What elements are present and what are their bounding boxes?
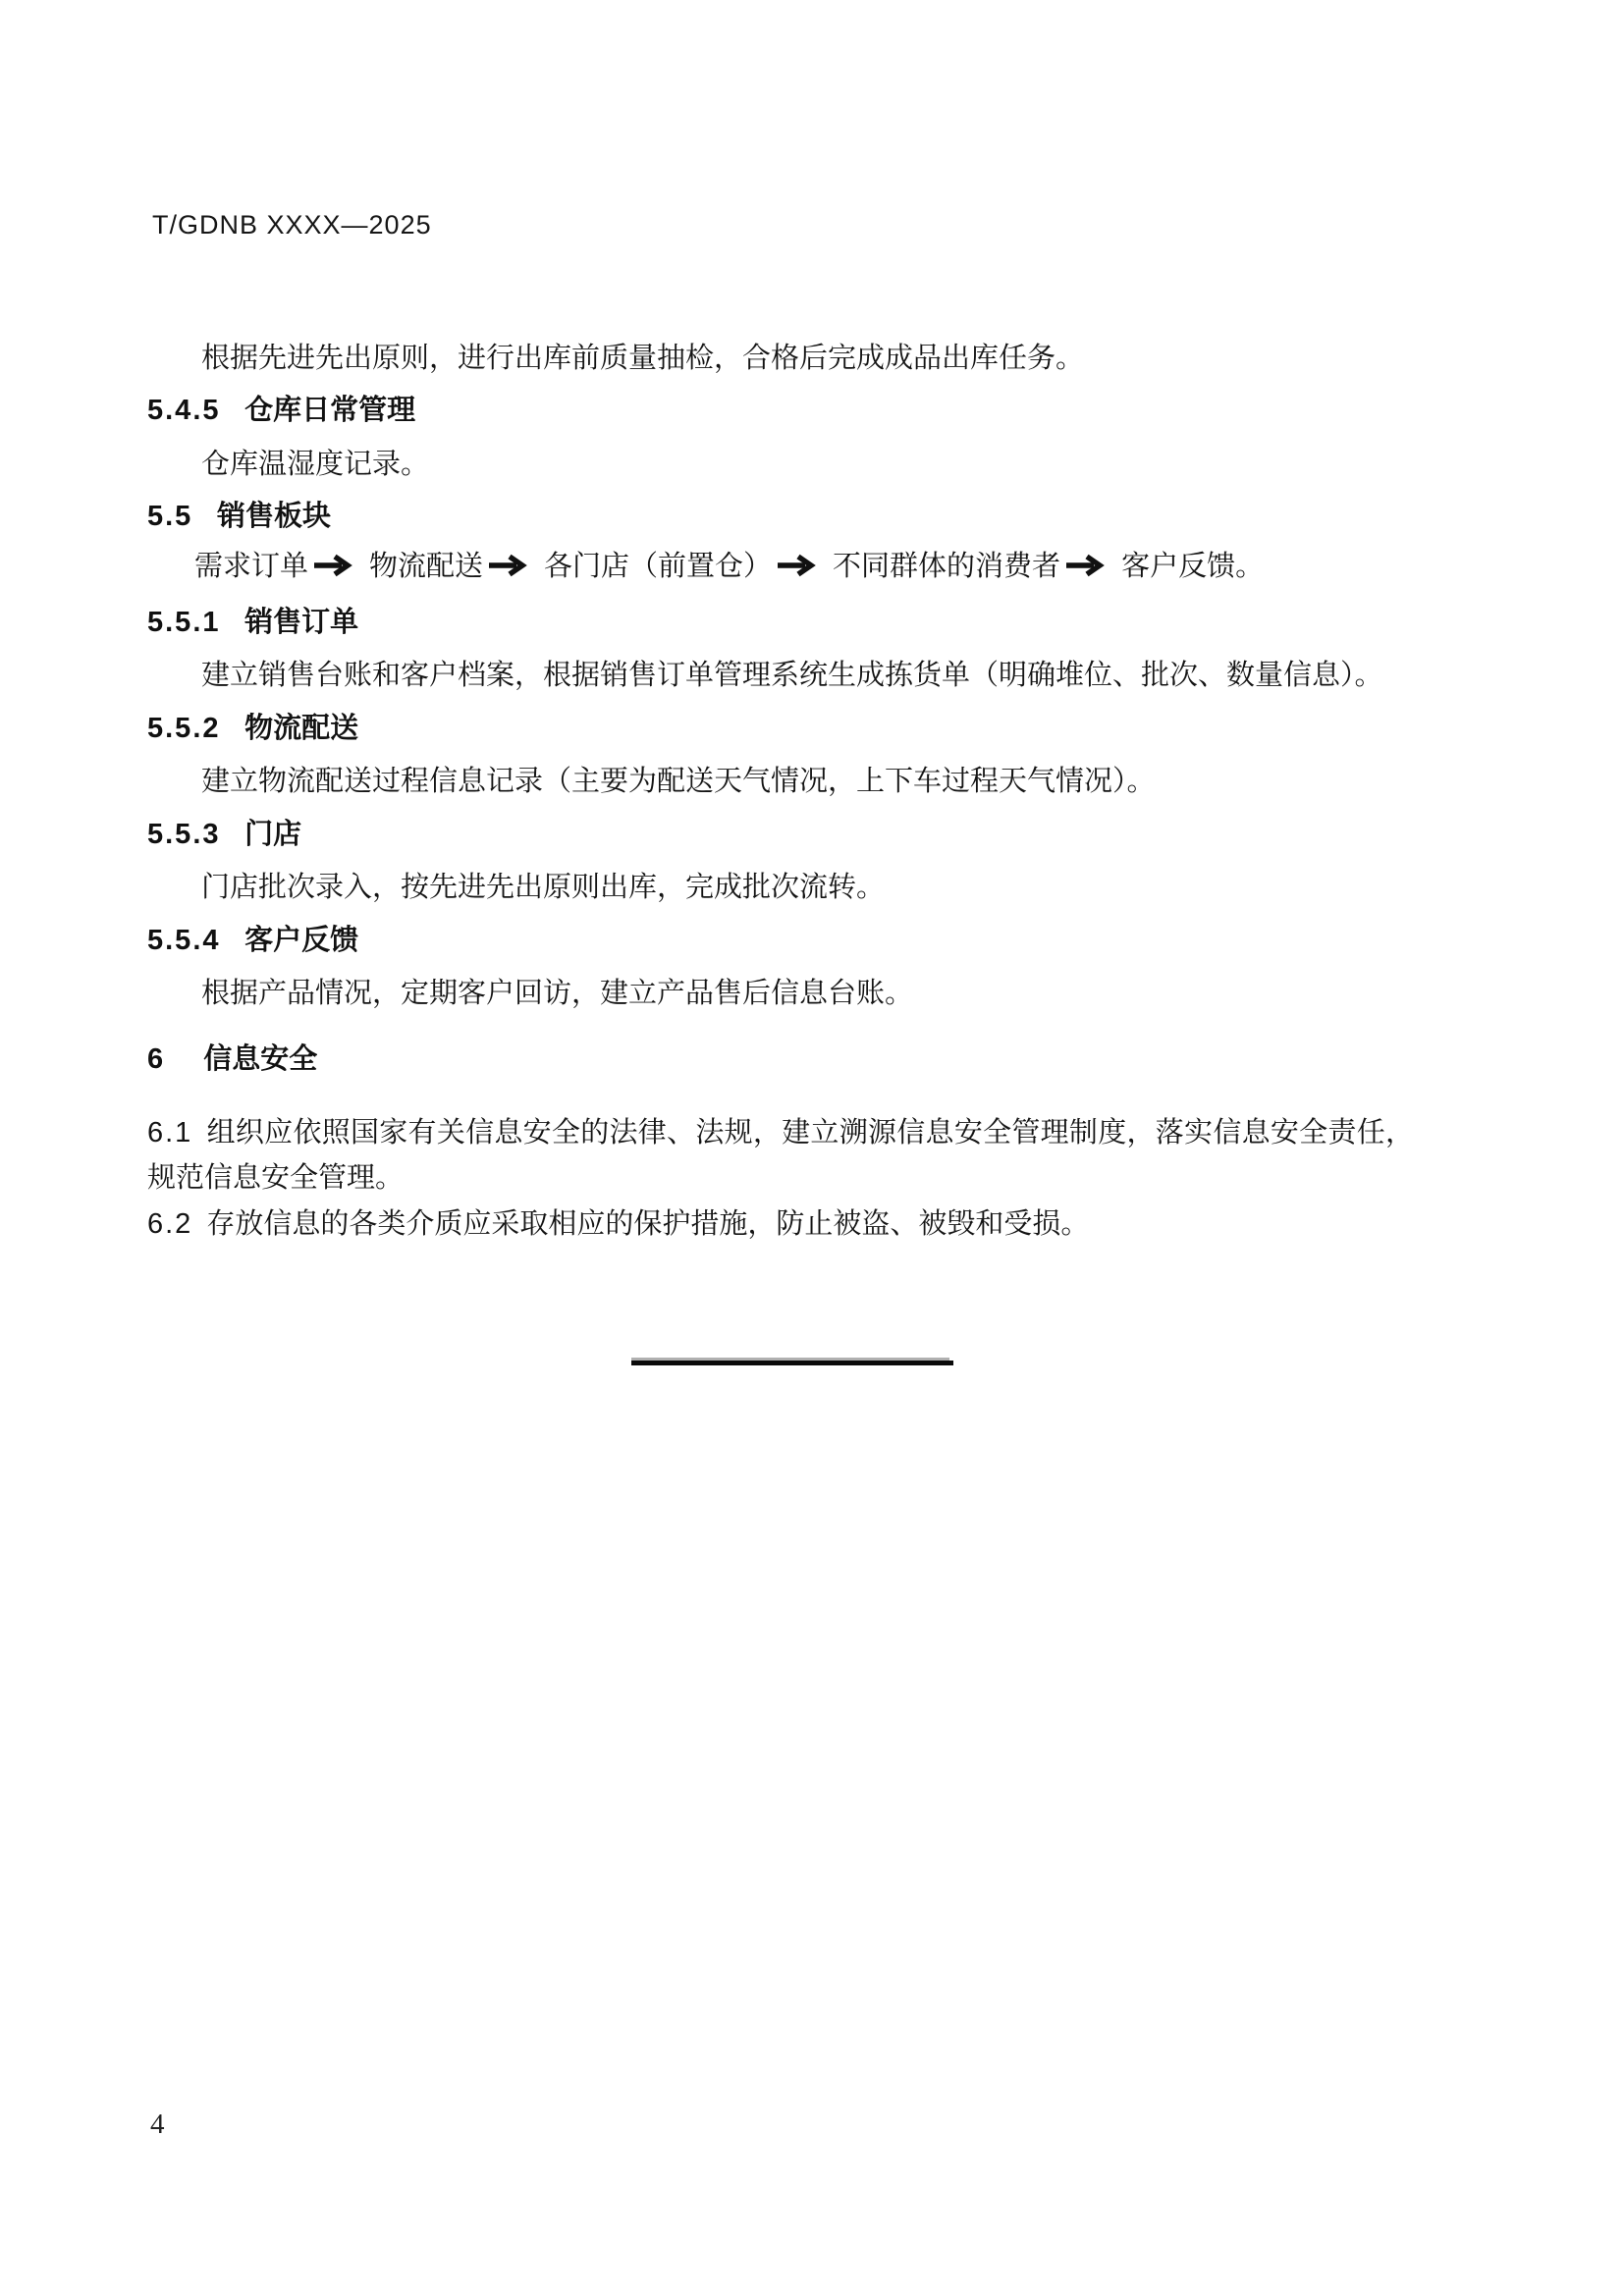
heading-number: 5.5.4 <box>147 925 221 956</box>
end-of-document-rule <box>631 1358 953 1365</box>
sales-flow-line <box>194 544 1264 584</box>
heading-number: 5.5.3 <box>147 819 221 850</box>
paragraph-warehouse-record: 仓库温湿度记录。 <box>201 449 430 480</box>
heading-number: 5.5 <box>147 501 193 532</box>
flow-item: 客户反馈。 <box>1121 551 1265 582</box>
arrow-right-icon <box>489 554 534 577</box>
flow-item: 需求订单 <box>194 551 309 582</box>
paragraph-sales-order: 建立销售台账和客户档案，根据销售订单管理系统生成拣货单（明确堆位、批次、数量信息）。 <box>201 660 1383 691</box>
section-heading-5-5-1 <box>147 600 358 640</box>
page-number: 4 <box>150 2109 165 2140</box>
heading-title: 物流配送 <box>244 713 359 744</box>
heading-title: 信息安全 <box>203 1043 318 1075</box>
arrow-right-icon <box>778 554 823 577</box>
clause-number: 6.1 <box>147 1117 193 1148</box>
paragraph-logistics: 建立物流配送过程信息记录（主要为配送天气情况，上下车过程天气情况）。 <box>201 766 1156 797</box>
section-heading-5-5-3 <box>147 812 301 852</box>
clause-text: 组织应依照国家有关信息安全的法律、法规，建立溯源信息安全管理制度，落实信息安全责任，规范信息安全管理。 <box>147 1117 1414 1194</box>
section-heading-5-5-2 <box>147 706 358 746</box>
flow-item: 各门店（前置仓） <box>544 551 773 582</box>
paragraph-outbound-task: 根据先进先出原则，进行出库前质量抽检，合格后完成成品出库任务。 <box>201 343 1085 374</box>
clause-text: 存放信息的各类介质应采取相应的保护措施，防止被盗、被毁和受损。 <box>206 1208 1090 1240</box>
rule-black-line <box>631 1361 953 1365</box>
clause-6-2 <box>147 1201 1089 1247</box>
heading-number: 6 <box>147 1043 166 1075</box>
section-heading-6 <box>147 1037 317 1077</box>
heading-number: 5.4.5 <box>147 395 221 426</box>
paragraph-customer-feedback: 根据产品情况，定期客户回访，建立产品售后信息台账。 <box>201 978 914 1009</box>
flow-item: 物流配送 <box>369 551 484 582</box>
section-heading-5-5-4 <box>147 918 358 958</box>
heading-title: 销售板块 <box>216 501 331 532</box>
paragraph-store: 门店批次录入，按先进先出原则出库，完成批次流转。 <box>201 872 886 903</box>
heading-title: 销售订单 <box>244 607 359 638</box>
heading-title: 仓库日常管理 <box>244 395 416 426</box>
running-header: T/GDNB XXXX—2025 <box>152 210 432 240</box>
arrow-right-icon <box>1066 554 1111 577</box>
clause-number: 6.2 <box>147 1208 193 1240</box>
heading-number: 5.5.1 <box>147 607 221 638</box>
heading-number: 5.5.2 <box>147 713 221 744</box>
heading-title: 客户反馈 <box>244 925 359 956</box>
section-heading-5-5 <box>147 494 331 534</box>
clause-6-1 <box>147 1110 1414 1201</box>
heading-title: 门店 <box>244 819 302 850</box>
arrow-right-icon <box>314 554 359 577</box>
flow-item: 不同群体的消费者 <box>833 551 1061 582</box>
section-heading-5-4-5 <box>147 388 415 428</box>
